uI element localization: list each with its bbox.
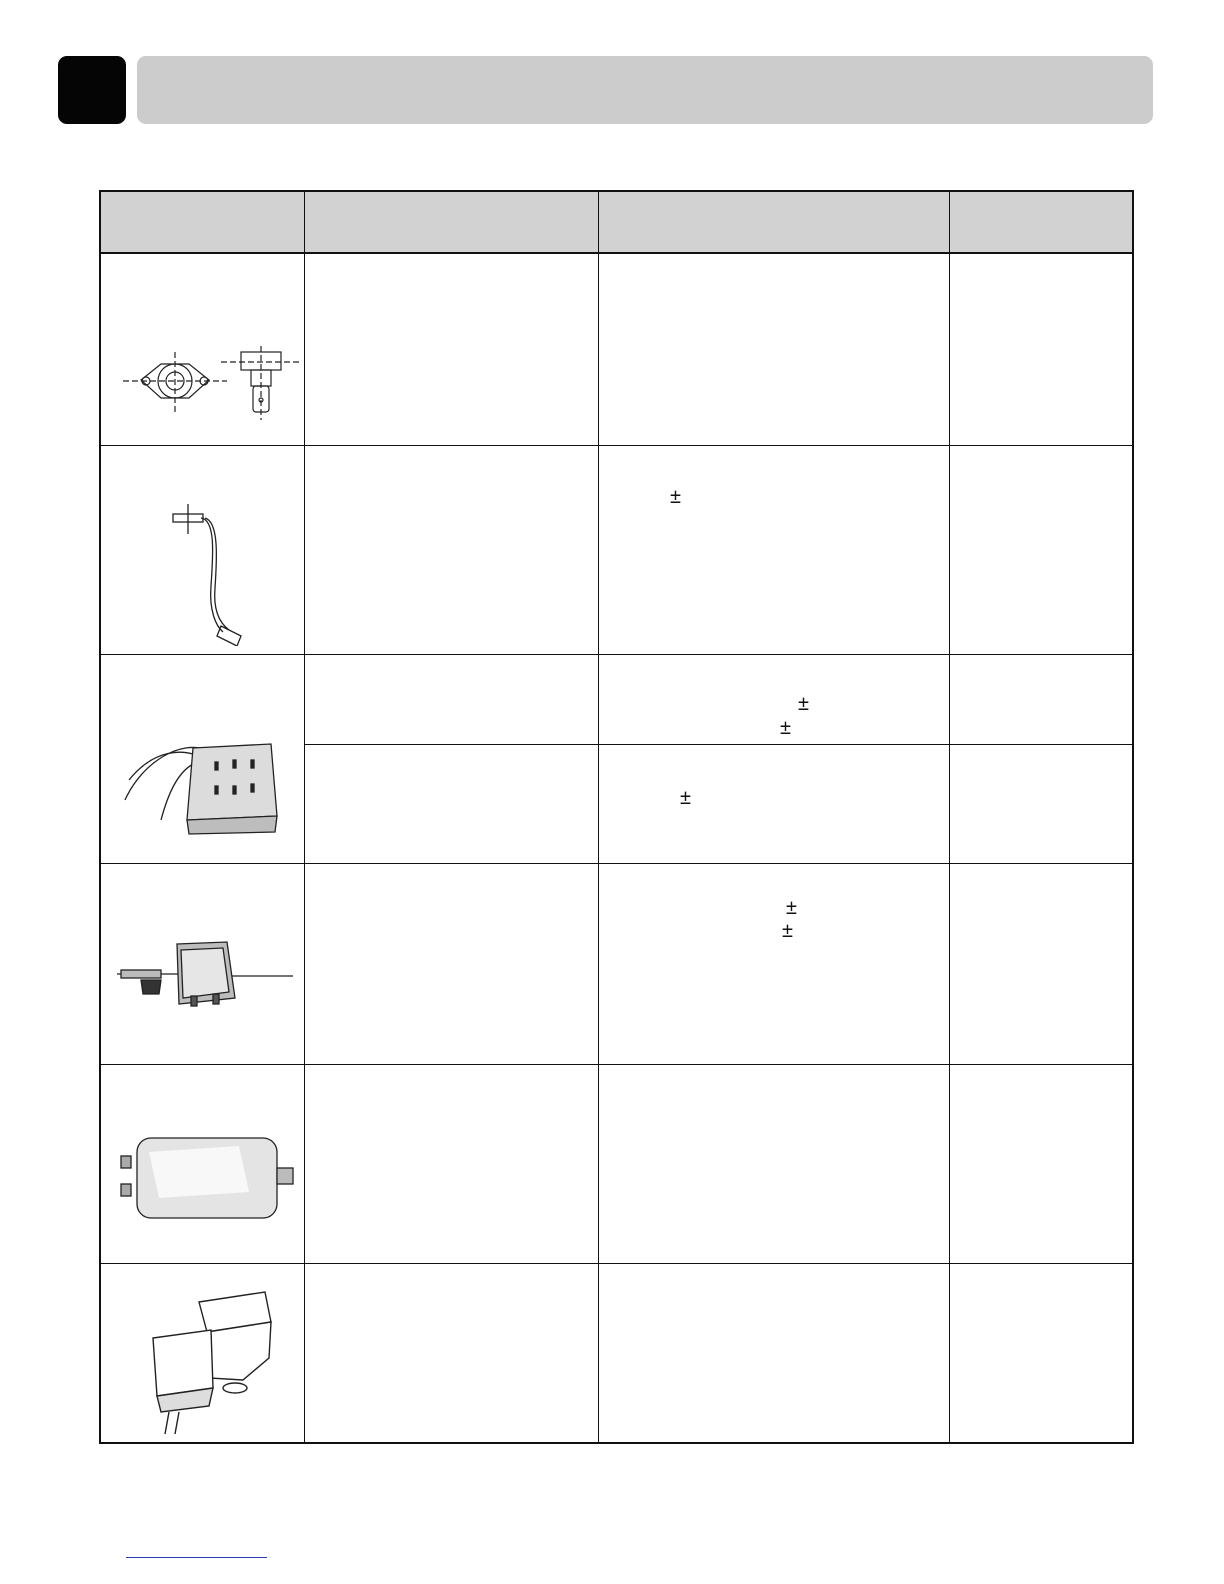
drain-pump-icon	[147, 1288, 279, 1438]
plus-minus-symbol: ±	[670, 486, 681, 508]
thermostat-icon	[113, 342, 303, 422]
column-divider	[598, 192, 599, 1442]
plus-minus-symbol: ±	[780, 717, 791, 739]
section-title-bar	[137, 56, 1153, 124]
sensor-probe-icon	[161, 496, 271, 646]
parts-table	[99, 190, 1134, 1444]
row-divider	[101, 1064, 1132, 1065]
footer-link[interactable]	[126, 1557, 267, 1558]
row-divider	[101, 445, 1132, 446]
row-divider	[101, 863, 1132, 864]
section-number-badge	[58, 56, 126, 124]
row-divider	[101, 1263, 1132, 1264]
plus-minus-symbol: ±	[680, 787, 691, 809]
column-divider	[304, 192, 305, 1442]
row-divider	[304, 744, 1134, 745]
column-divider	[949, 192, 950, 1442]
table-header	[101, 192, 1132, 254]
plus-minus-symbol: ±	[786, 897, 797, 919]
capacitor-icon	[119, 1132, 299, 1222]
plus-minus-symbol: ±	[782, 920, 793, 942]
heater-motor-icon	[123, 720, 283, 835]
plus-minus-symbol: ±	[798, 693, 809, 715]
row-divider	[101, 654, 1132, 655]
fan-motor-icon	[117, 932, 295, 1020]
